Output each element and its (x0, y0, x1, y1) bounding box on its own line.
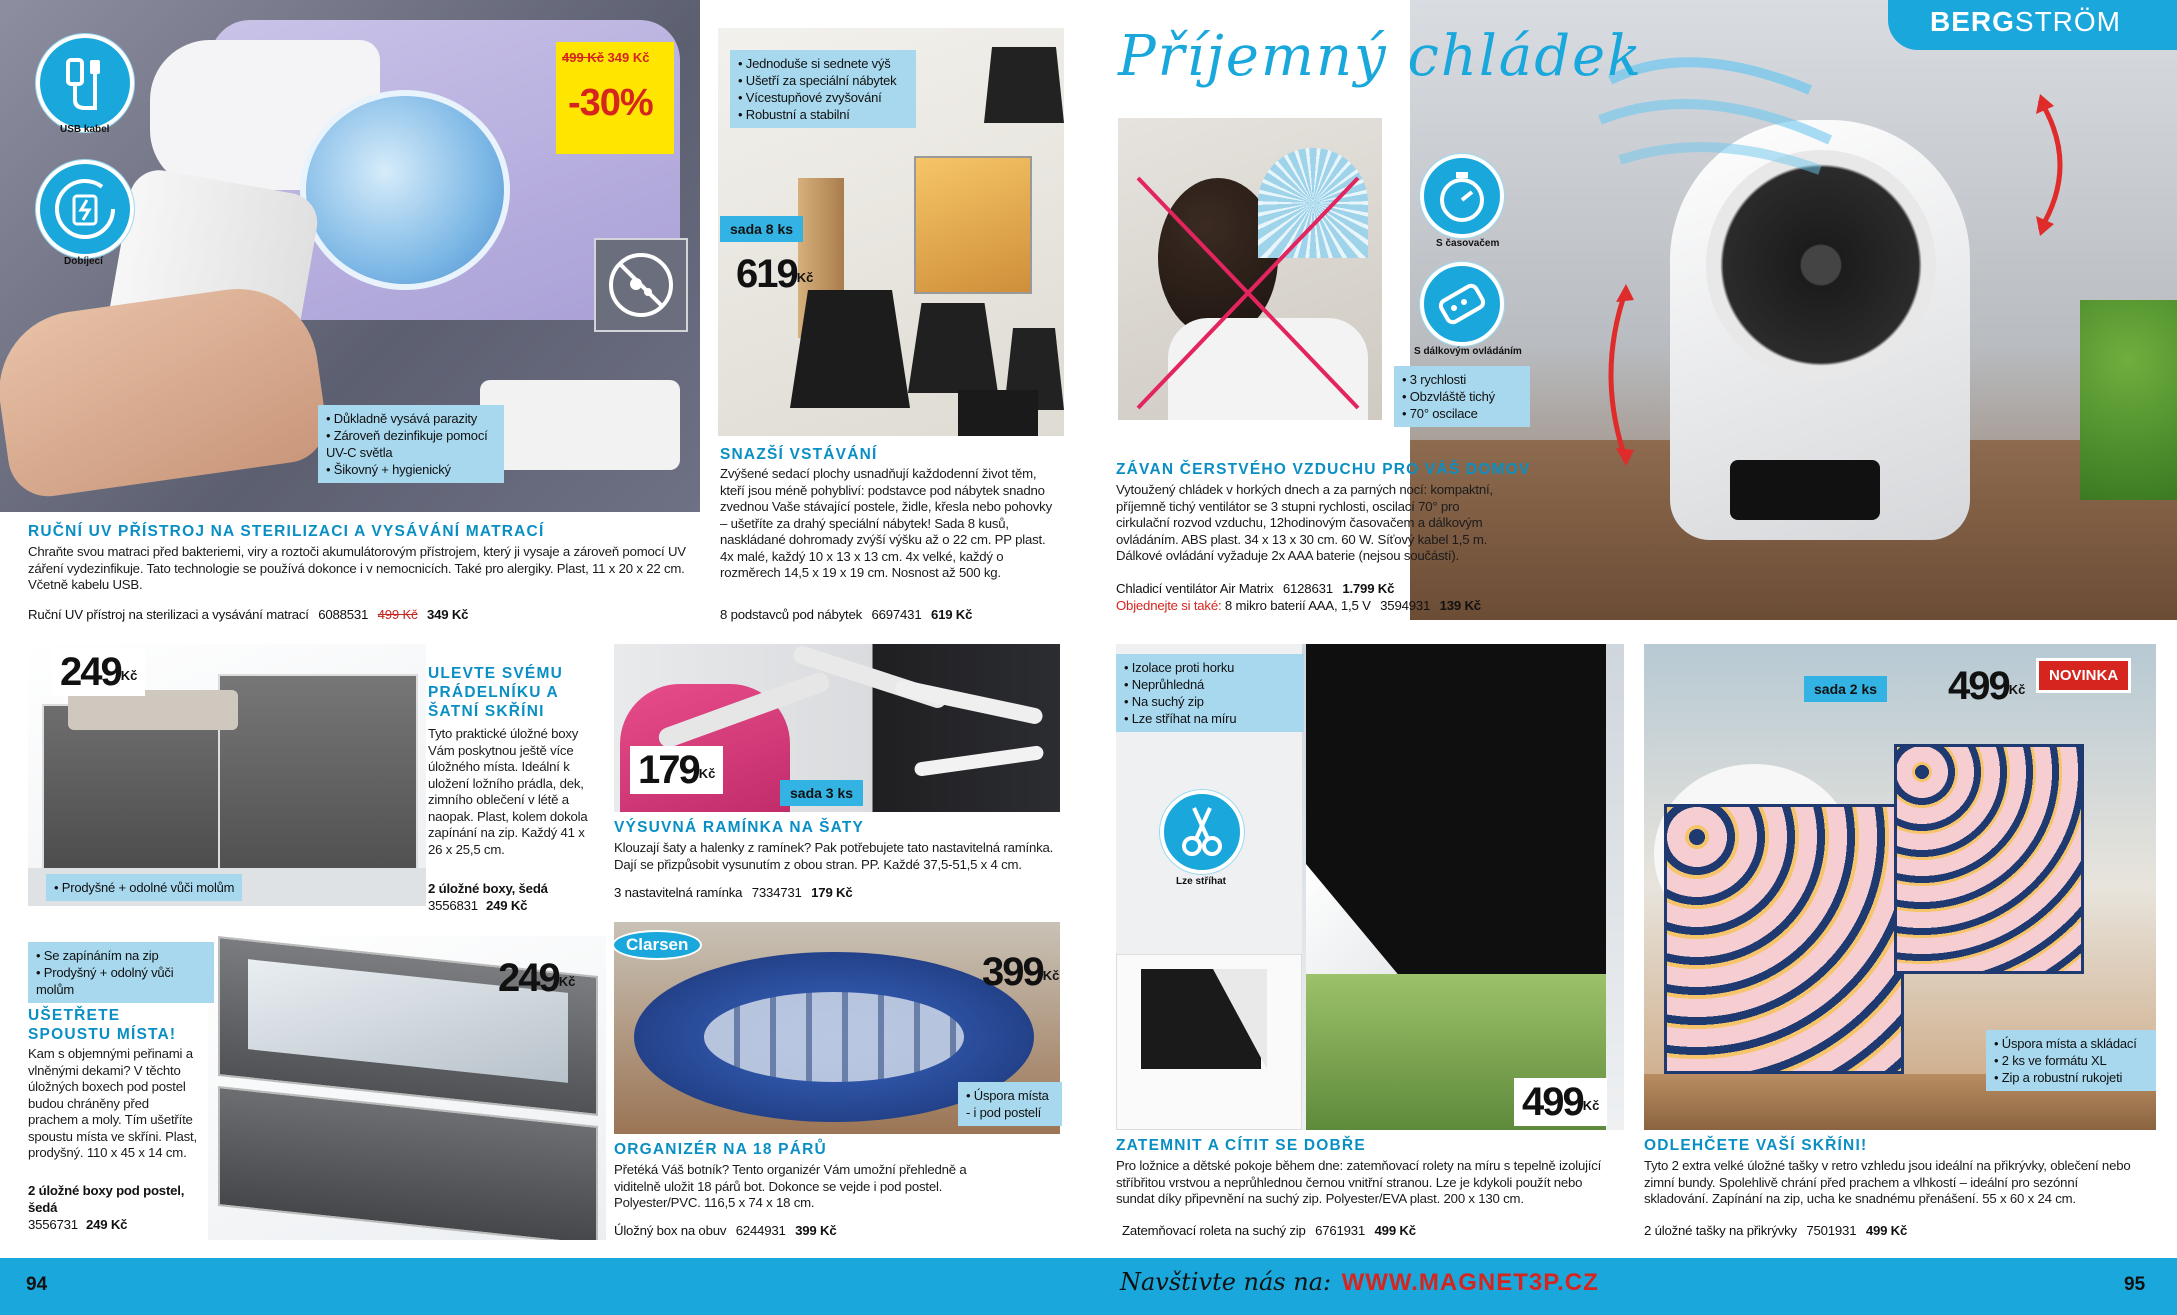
badge-old-price: 499 Kč (562, 50, 604, 65)
blackout-price-value: 499 (1522, 1080, 1583, 1124)
bags-order-price: 499 Kč (1865, 1223, 1908, 1238)
laundry-heading: ULEVTE SVÉMU PRÁDELNÍKU A ŠATNÍ SKŘÍNI (428, 665, 563, 720)
hot-woman-photo (1118, 118, 1382, 420)
risers-order-line (720, 606, 972, 623)
hangers-order-line (614, 884, 853, 901)
underbed-bullets (28, 942, 214, 1003)
laundry-price-currency: Kč (120, 668, 138, 683)
laundry-order-name: 2 úložné boxy, šedá (428, 881, 548, 896)
fan-extra-name: 8 mikro baterií AAA, 1,5 V (1224, 598, 1371, 613)
blackout-price-currency: Kč (1582, 1098, 1600, 1113)
footer-prefix: Navštivte nás na: (1120, 1268, 1332, 1296)
scissors-icon (1160, 790, 1244, 874)
underbed-heading: UŠETŘETE SPOUSTU MÍSTA! (28, 1007, 177, 1043)
risers-price-value: 619 (736, 252, 797, 296)
page-number-left: 94 (26, 1274, 48, 1295)
usb-cable-label: USB kabel (60, 124, 110, 135)
underbed-order-line (28, 1182, 208, 1233)
shoes-price-value: 399 (982, 950, 1043, 994)
fan-order-name: Chladicí ventilátor Air Matrix (1116, 581, 1274, 596)
fan-order-line (1116, 580, 1394, 597)
laundry-price (52, 648, 145, 696)
clarsen-logo: Clarsen (612, 930, 702, 960)
anti-bacteria-icon (594, 238, 688, 332)
fan-extra-code: 3594931 (1380, 598, 1431, 613)
blackout-body: Pro ložnice a dětské pokoje během dne: zatemňovací rolety na míru s tepelně izolující stříbřitou vrstvou a neprůhlednou černou vnitřní stranou. Lze je kdykoli použít nebo sundat díky připevnění na suchý zip. Polyester/EVA plast. 200 x 130 cm. (1116, 1158, 1602, 1206)
underbed-order-code: 3556731 (28, 1217, 78, 1232)
blackout-bullet: • Neprůhledná (1124, 676, 1296, 693)
risers-bullets (730, 50, 916, 128)
blackout-bullet: • Izolace proti horku (1124, 659, 1296, 676)
shoes-bullet-text: • Úspora místa - i pod postelí (966, 1087, 1054, 1121)
shoes-order-name: Úložný box na obuv (614, 1223, 727, 1238)
hangers-body: Klouzají šaty a halenky z ramínek? Pak potřebujete tato nastavitelná ramínka. Dají se přizpůsobit vysunutím z obou stran. PP. Každé 37,5-51,5 x 4 cm. (614, 840, 1054, 872)
uv-bullet: • Šikovný + hygienický (326, 461, 496, 478)
footer-bar (0, 1258, 2177, 1315)
bags-bullets (1986, 1030, 2156, 1091)
hangers-heading: VÝSUVNÁ RAMÍNKA NA ŠATY (614, 819, 865, 836)
risers-bullet: • Ušetří za speciální nábytek (738, 72, 908, 89)
blackout-order-name: Zatemňovací roleta na suchý zip (1122, 1223, 1306, 1238)
fan-bullet: • 3 rychlosti (1402, 371, 1522, 388)
brand-bold: BERG (1930, 6, 2015, 37)
shoes-bullet (958, 1082, 1062, 1126)
shoes-order-price: 399 Kč (795, 1223, 837, 1238)
oscillation-arrow-icon (1588, 280, 1638, 470)
hangers-order-code: 7334731 (751, 885, 802, 900)
risers-order-name: 8 podstavců pod nábytek (720, 607, 863, 622)
laundry-order-price: 249 Kč (485, 898, 528, 913)
bags-body: Tyto 2 extra velké úložné tašky v retro vzhledu jsou ideální na přikrývky, oblečení nebo zimní bundy. Spolehlivě chrání před prachem a vlhkostí – ideální pro sezónní skladování. Zapínání na zip, ucha ke snadnému přenášení. 55 x 60 x 24 cm. (1644, 1158, 2131, 1206)
risers-set-badge: sada 8 ks (720, 216, 803, 242)
underbed-price (498, 958, 575, 998)
badge-new-price: 349 Kč (607, 50, 650, 65)
fan-extra-price: 139 Kč (1439, 598, 1481, 613)
underbed-bullet: • Prodyšný + odolný vůči molům (36, 964, 206, 998)
fan-heading: ZÁVAN ČERSTVÉHO VZDUCHU PRO VÁŠ DOMOV (1116, 461, 1531, 478)
risers-bullet: • Jednoduše si sednete výš (738, 55, 908, 72)
shoes-order-line (614, 1222, 836, 1239)
rechargeable-icon (36, 160, 134, 258)
cut-label: Lze stříhat (1176, 876, 1227, 887)
fan-bullet: • Obzvláště tichý (1402, 388, 1522, 405)
uv-bullets (318, 405, 504, 483)
laundry-price-value: 249 (60, 650, 121, 694)
uv-body: Chraňte svou matraci před bakteriemi, viry a roztoči akumulátorovým přístrojem, který ji vysaje a zároveň pomocí UV záření vydezinfikuje. Tato technologie se používá dokonce i v nemocnicích. Také pro alergiky. Plast, 11 x 20 x 22 cm. Včetně kabelu USB. (28, 544, 686, 592)
laundry-order-line (428, 880, 598, 914)
fan-order-price: 1.799 Kč (1342, 581, 1395, 596)
hangers-price-currency: Kč (698, 766, 716, 781)
uv-order-code: 6088531 (318, 607, 369, 622)
hangers-price-value: 179 (638, 748, 699, 792)
uv-order-price: 349 Kč (426, 607, 469, 622)
timer-label: S časovačem (1436, 238, 1500, 249)
bags-bullet: • Zip a robustní rukojeti (1994, 1069, 2148, 1086)
shoes-heading: ORGANIZÉR NA 18 PÁRŮ (614, 1141, 827, 1158)
hangers-set-badge: sada 3 ks (780, 780, 863, 806)
laundry-body: Tyto praktické úložné boxy Vám poskytnou ještě více úložného místa. Ideální k uložení ložního prádla, dek, zimního oblečení v létě a naopak. Plast, kolem dokola zapínání na zip. Každý 41 x 26 x 25,5 cm. (428, 726, 588, 857)
hangers-price (630, 746, 723, 794)
footer-website[interactable] (1120, 1268, 1599, 1297)
uv-order-name: Ruční UV přístroj na sterilizaci a vysávání matrací (28, 607, 309, 622)
shoes-order-code: 6244931 (735, 1223, 786, 1238)
uv-order-old: 499 Kč (377, 607, 418, 622)
risers-price (736, 254, 813, 294)
hangers-order-price: 179 Kč (811, 885, 853, 900)
bags-bullet: • Úspora místa a skládací (1994, 1035, 2148, 1052)
bergstrom-logo (1888, 0, 2177, 50)
bags-set-badge: sada 2 ks (1804, 676, 1887, 702)
blackout-price (1514, 1078, 1607, 1126)
underbed-order-name: 2 úložné boxy pod postel, šedá (28, 1183, 185, 1215)
blackout-bullet: • Lze stříhat na míru (1124, 710, 1296, 727)
blackout-bullets (1116, 654, 1304, 732)
underbed-bullet: • Se zapínáním na zip (36, 947, 206, 964)
bags-order-name: 2 úložné tašky na přikrývky (1644, 1223, 1797, 1238)
fan-bullet: • 70° oscilace (1402, 405, 1522, 422)
underbed-price-currency: Kč (558, 974, 576, 989)
bags-order-code: 7501931 (1806, 1223, 1857, 1238)
bags-price-currency: Kč (2008, 682, 2026, 697)
rechargeable-label: Dobíjecí (64, 256, 103, 267)
blackout-bullet: • Na suchý zip (1124, 693, 1296, 710)
bags-bullet: • 2 ks ve formátu XL (1994, 1052, 2148, 1069)
underbed-order-price: 249 Kč (85, 1217, 128, 1232)
fan-bullets (1394, 366, 1530, 427)
blackout-order-line (1122, 1222, 1416, 1239)
bags-price-value: 499 (1948, 664, 2009, 708)
page-headline: Příjemný chládek (1118, 24, 1644, 89)
fan-order-code: 6128631 (1282, 581, 1333, 596)
uv-order-line (28, 606, 468, 623)
usb-cable-icon (36, 34, 134, 132)
risers-body: Zvýšené sedací plochy usnadňují každodenní život těm, kteří jsou méně pohybliví: podstavce pod nábytek snadno zvednou Vaše stávající postele, židle, křesla nebo pohovky – ušetříte za drahý speciální nábytek! Sada 8 kusů, naskládané dohromady zvýší výšku až o 22 cm. PP plast. 4x malé, každý 10 x 13 x 13 cm. 4x velké, každý o rozměrech 14,5 x 19 x 19 cm. Nosnost až 500 kg. (720, 466, 1052, 580)
uv-bullet: • Zároveň dezinfikuje pomocí UV-C světla (326, 427, 496, 461)
risers-order-code: 6697431 (871, 607, 922, 622)
remote-label: S dálkovým ovládáním (1414, 346, 1522, 357)
shoes-price-currency: Kč (1042, 968, 1060, 983)
bags-price (1948, 666, 2025, 706)
risers-price-currency: Kč (796, 270, 814, 285)
blackout-order-code: 6761931 (1315, 1223, 1366, 1238)
underbed-body: Kam s objemnými peřinami a vlněnými dekami? V těchto úložných boxech pod postel budou chráněny před prachem a moly. Tím ušetříte spoustu místa ve skříni. Plast, prodyšný. 110 x 45 x 14 cm. (28, 1046, 197, 1160)
risers-bullet: • Robustní a stabilní (738, 106, 908, 123)
shoes-body: Přetéká Váš botník? Tento organizér Vám umožní přehledně a viditelně uložit 18 párů bot. Dokonce se vejde i pod postel. Polyester/PVC. 116,5 x 74 x 18 cm. (614, 1162, 967, 1210)
bags-order-line (1644, 1222, 1907, 1239)
brand-light: STRÖM (2014, 6, 2122, 37)
risers-heading: SNAZŠÍ VSTÁVÁNÍ (720, 446, 878, 463)
bags-heading: ODLEHČETE VAŠÍ SKŘÍNI! (1644, 1137, 1868, 1154)
laundry-bullet-text: • Prodyšné + odolné vůči molům (54, 879, 234, 896)
new-badge: NOVINKA (2036, 658, 2131, 693)
risers-bullet: • Vícestupňové zvyšování (738, 89, 908, 106)
blackout-heading: ZATEMNIT A CÍTIT SE DOBŘE (1116, 1137, 1366, 1154)
uv-heading: RUČNÍ UV PŘÍSTROJ NA STERILIZACI A VYSÁVÁNÍ MATRACÍ (28, 523, 545, 540)
fan-extra-prefix: Objednejte si také: (1116, 598, 1222, 613)
blackout-order-price: 499 Kč (1374, 1223, 1416, 1238)
remote-control-icon (1420, 262, 1504, 346)
discount-badge (556, 42, 674, 154)
tilt-arrow-icon (2030, 90, 2090, 240)
laundry-bullet (46, 874, 242, 901)
badge-percent: -30% (568, 82, 653, 124)
laundry-order-code: 3556831 (428, 898, 478, 913)
footer-url[interactable]: WWW.MAGNET3P.CZ (1341, 1269, 1599, 1296)
underbed-price-value: 249 (498, 956, 559, 1000)
fan-extra-order-line (1116, 597, 1481, 614)
fan-body: Vytoužený chládek v horkých dnech a za parných nocí: kompaktní, příjemně tichý ventilátor se 3 stupni rychlosti, oscilací 70° pro cirkulační rozvod vzduchu, 12hodinovým časovačem a dálkovým ovládáním. ABS plast. 34 x 13 x 30 cm. 60 W. Síťový kabel 1,5 m. Dálkové ovládání vyžaduje 2x AAA baterie (nejsou součástí). (1116, 482, 1493, 563)
risers-order-price: 619 Kč (930, 607, 973, 622)
timer-icon (1420, 154, 1504, 238)
page-number-right: 95 (2124, 1274, 2146, 1295)
uv-bullet: • Důkladně vysává parazity (326, 410, 496, 427)
shoes-price (982, 952, 1059, 992)
hangers-order-name: 3 nastavitelná ramínka (614, 885, 743, 900)
